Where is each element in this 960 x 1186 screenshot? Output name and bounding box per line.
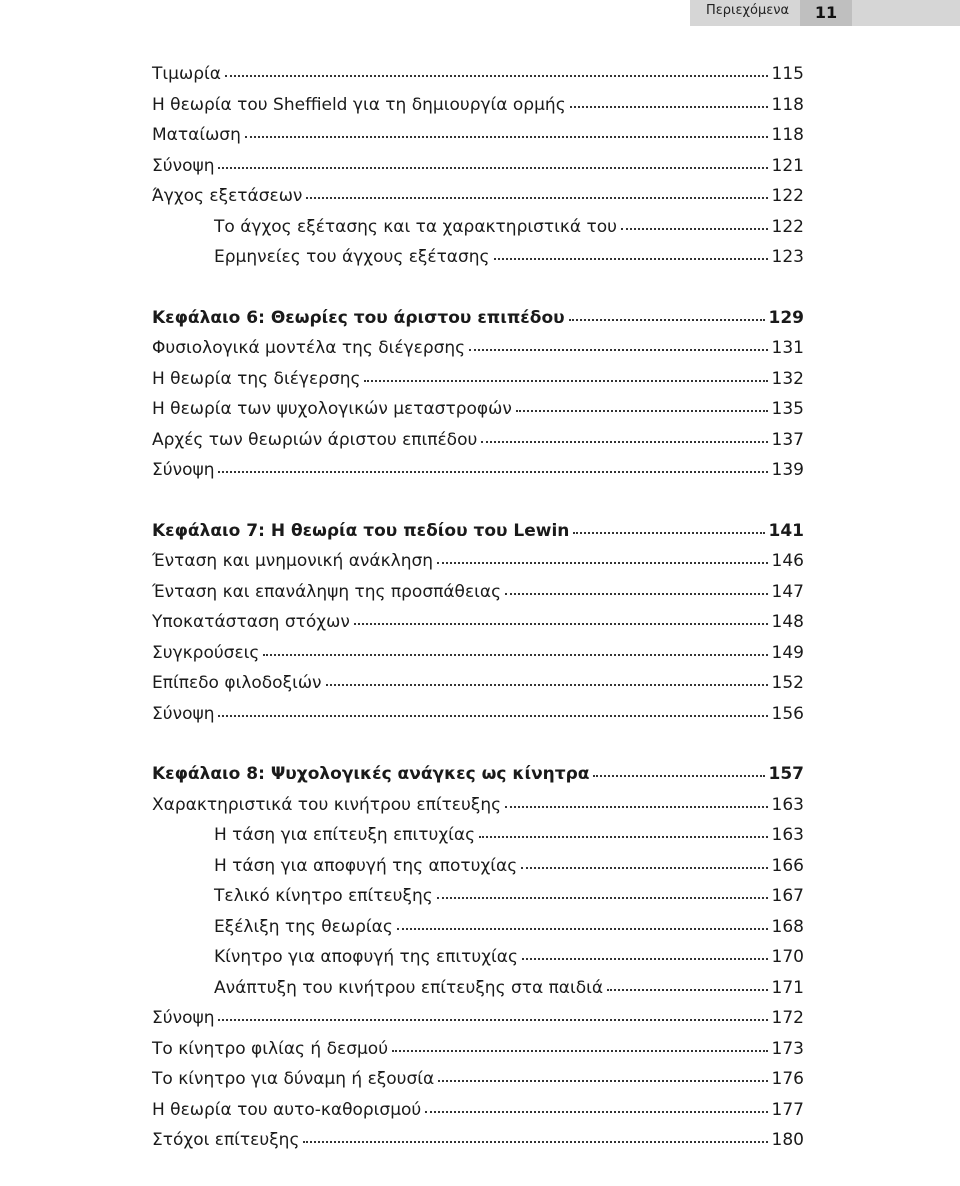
toc-entry[interactable] [152,151,804,182]
toc-entry-page: 118 [771,94,804,115]
toc-entry[interactable] [152,181,804,212]
toc-entry-page: 157 [768,764,804,784]
toc-entry-title: Ανάπτυξη του κινήτρου επίτευξης στα παιδιά [214,977,604,998]
dot-leader [218,150,767,169]
toc-entry-title: Ένταση και επανάληψη της προσπάθειας [152,581,502,602]
toc-entry-title: Στόχοι επίτευξης [152,1130,300,1150]
toc-entry-title: Επίπεδο φιλοδοξιών [152,673,322,693]
toc-entry-title: Συγκρούσεις [152,642,260,663]
toc-entry[interactable] [152,699,804,730]
dot-leader [303,1124,767,1143]
toc-chapter-entry[interactable] [152,516,804,547]
dot-leader [392,1033,768,1052]
toc-entry-page: 139 [771,460,804,480]
dot-leader [570,89,768,108]
dot-leader [494,241,768,260]
toc-entry-title: Η θεωρία του Sheffield για τη δημιουργία ορμής [152,94,566,115]
dot-leader [425,1094,767,1113]
dot-leader [505,789,767,808]
toc-entry-title: Η τάση για αποφυγή της αποτυχίας [214,855,518,876]
toc-entry-title: Άγχος εξετάσεων [152,186,303,206]
dot-leader [437,545,768,564]
toc-entry-title: Φυσιολογικά μοντέλα της διέγερσης [152,338,466,358]
toc-section [152,59,804,273]
toc-entry-page: 131 [771,338,804,358]
toc-entry-title: Σύνοψη [152,703,215,724]
toc-entry-page: 170 [771,947,804,967]
toc-entry-page: 167 [771,886,804,906]
page-number: 11 [800,0,852,26]
toc-entry-title: Ματαίωση [152,125,241,145]
dot-leader [245,119,768,138]
toc-entry[interactable] [152,242,804,273]
toc-entry[interactable] [152,1003,804,1034]
toc-entry-page: 166 [771,855,804,876]
dot-leader [479,819,767,838]
dot-leader [621,211,768,230]
toc-entry[interactable] [152,455,804,486]
toc-entry[interactable] [152,333,804,364]
dot-leader [326,667,768,686]
toc-entry-title: Κεφάλαιο 6: Θεωρίες του άριστου επιπέδου [152,307,565,328]
toc-entry[interactable] [152,881,804,912]
dot-leader [437,880,768,899]
dot-leader [263,637,767,656]
toc-entry[interactable] [152,668,804,699]
toc-entry-title: Εξέλιξη της θεωρίας [214,916,393,937]
toc-entry-title: Το κίνητρο φιλίας ή δεσμού [152,1038,389,1059]
toc-entry[interactable] [152,638,804,669]
toc-entry-title: Χαρακτηριστικά του κινήτρου επίτευξης [152,794,502,815]
toc-entry-page: 121 [771,155,804,176]
dot-leader [354,606,768,625]
toc-section [152,516,804,730]
toc-entry-page: 173 [771,1038,804,1059]
toc-chapter-entry[interactable] [152,759,804,790]
toc-entry-page: 118 [771,125,804,145]
toc-entry-title: Σύνοψη [152,155,215,176]
table-of-contents [152,59,804,1186]
toc-entry-page: 148 [771,612,804,632]
toc-entry[interactable] [152,912,804,943]
dot-leader [607,972,767,991]
dot-leader [218,1002,767,1021]
toc-entry-page: 115 [771,64,804,84]
running-header-title: Περιεχόμενα [706,3,790,18]
toc-entry-title: Σύνοψη [152,460,215,480]
toc-entry-page: 135 [771,399,804,419]
dot-leader [516,393,768,412]
toc-entry-page: 163 [771,794,804,815]
toc-entry[interactable] [152,120,804,151]
toc-entry-title: Σύνοψη [152,1008,215,1028]
toc-entry[interactable] [152,790,804,821]
toc-entry[interactable] [152,546,804,577]
toc-entry-page: 146 [771,551,804,571]
toc-entry-title: Η τάση για επίτευξη επιτυχίας [214,825,476,845]
dot-leader [306,180,767,199]
dot-leader [481,424,767,443]
dot-leader [593,758,764,777]
dot-leader [469,332,767,351]
toc-entry[interactable] [152,59,804,90]
toc-entry-page: 122 [771,216,804,237]
dot-leader [505,576,767,595]
toc-entry[interactable] [152,1034,804,1065]
toc-entry[interactable] [152,607,804,638]
toc-entry-title: Το άγχος εξέτασης και τα χαρακτηριστικά του [214,216,617,237]
dot-leader [438,1063,767,1082]
toc-entry-page: 168 [771,916,804,937]
toc-entry[interactable] [152,90,804,121]
toc-section [152,303,804,486]
toc-entry-page: 132 [771,368,804,389]
toc-entry-page: 122 [771,186,804,206]
toc-entry-page: 141 [768,520,804,541]
toc-entry-page: 137 [771,429,804,450]
toc-entry-page: 177 [771,1099,804,1120]
toc-entry-title: Το κίνητρο για δύναμη ή εξουσία [152,1069,435,1089]
toc-entry-page: 152 [771,673,804,693]
toc-chapter-entry[interactable] [152,303,804,334]
toc-entry-title: Αρχές των θεωριών άριστου επιπέδου [152,429,478,450]
dot-leader [522,941,768,960]
toc-entry-title: Κίνητρο για αποφυγή της επιτυχίας [214,947,518,967]
dot-leader [397,911,768,930]
toc-entry-page: 180 [771,1130,804,1150]
dot-leader [569,302,765,321]
toc-entry-title: Ερμηνείες του άγχους εξέτασης [214,247,490,267]
toc-entry[interactable] [152,851,804,882]
toc-entry[interactable] [152,1125,804,1156]
toc-entry-title: Η θεωρία του αυτο-καθορισμού [152,1099,422,1120]
toc-entry-page: 147 [771,581,804,602]
toc-entry[interactable] [152,577,804,608]
toc-entry-page: 172 [771,1008,804,1028]
toc-entry[interactable] [152,364,804,395]
dot-leader [218,698,767,717]
toc-entry-page: 176 [771,1069,804,1089]
toc-entry-page: 156 [771,703,804,724]
toc-section [152,759,804,1156]
toc-entry[interactable] [152,394,804,425]
toc-entry[interactable] [152,425,804,456]
dot-leader [225,58,768,77]
toc-entry-page: 129 [768,307,804,328]
dot-leader [364,363,767,382]
dot-leader [573,515,764,534]
toc-entry-page: 171 [771,977,804,998]
toc-entry-title: Κεφάλαιο 7: Η θεωρία του πεδίου του Lewin [152,520,570,541]
toc-entry-title: Ένταση και μνημονική ανάκληση [152,551,434,571]
dot-leader [218,454,767,473]
toc-entry[interactable] [152,212,804,243]
toc-entry[interactable] [152,942,804,973]
toc-entry[interactable] [152,1064,804,1095]
toc-entry[interactable] [152,1095,804,1126]
toc-entry[interactable] [152,973,804,1004]
toc-entry-page: 163 [771,825,804,845]
toc-entry[interactable] [152,820,804,851]
toc-entry-page: 123 [771,247,804,267]
toc-entry-title: Τιμωρία [152,64,221,84]
toc-entry-title: Κεφάλαιο 8: Ψυχολογικές ανάγκες ως κίνητρα [152,764,590,784]
toc-entry-page: 149 [771,642,804,663]
toc-entry-title: Η θεωρία των ψυχολογικών μεταστροφών [152,399,512,419]
toc-entry-title: Τελικό κίνητρο επίτευξης [214,886,433,906]
toc-entry-title: Υποκατάσταση στόχων [152,612,350,632]
toc-entry-title: Η θεωρία της διέγερσης [152,368,361,389]
dot-leader [521,850,767,869]
